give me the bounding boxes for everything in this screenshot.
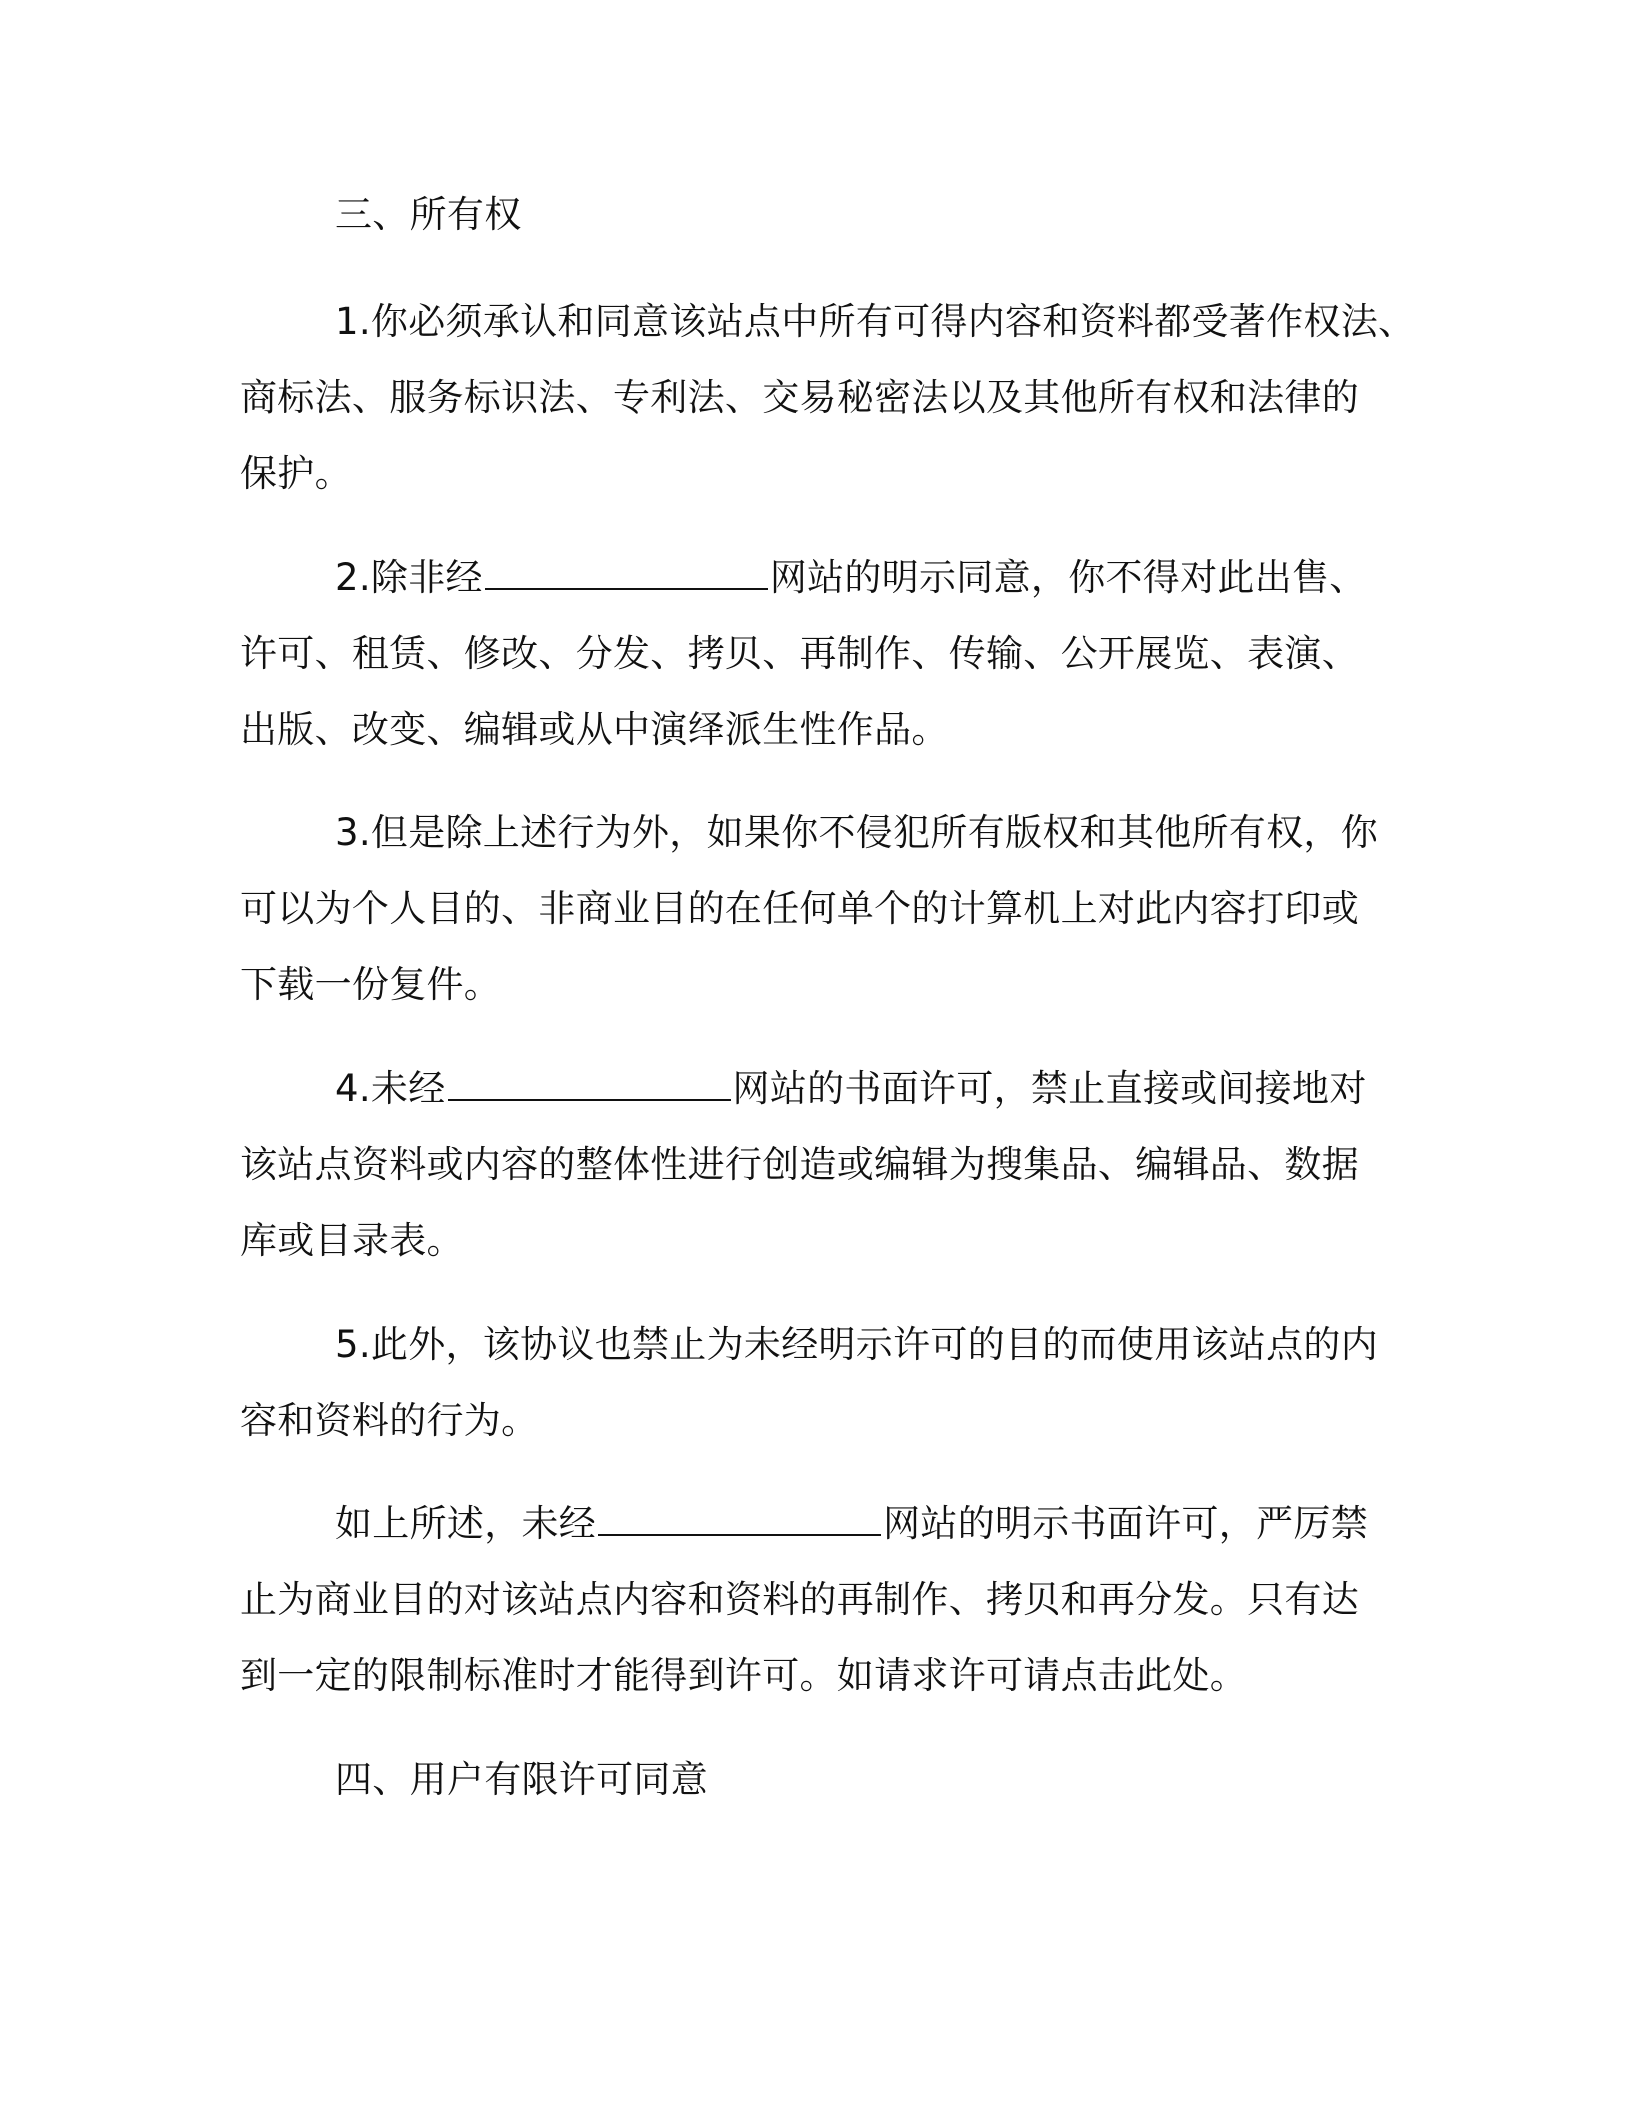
paragraph-line: 商标法、服务标识法、专利法、交易秘密法以及其他所有权和法律的 <box>240 376 1359 419</box>
paragraph-line: 下载一份复件。 <box>240 963 502 1006</box>
paragraph-line: 到一定的限制标准时才能得到许可。如请求许可请点击此处。 <box>240 1654 1248 1697</box>
paragraph-line: 许可、租赁、修改、分发、拷贝、再制作、传输、公开展览、表演、 <box>240 632 1359 675</box>
paragraph-line: 保护。 <box>240 452 352 495</box>
paragraph-line: 1.你必须承认和同意该站点中所有可得内容和资料都受著作权法、 <box>335 300 1416 343</box>
paragraph-text: 网站的明示书面许可，严厉禁 <box>883 1502 1369 1545</box>
fill-in-blank <box>598 1504 881 1536</box>
paragraph-line: 该站点资料或内容的整体性进行创造或编辑为搜集品、编辑品、数据 <box>240 1143 1359 1186</box>
paragraph-line: 容和资料的行为。 <box>240 1399 539 1442</box>
paragraph-text: 如上所述，未经 <box>335 1502 597 1545</box>
paragraph-text: 4.未经 <box>335 1067 446 1110</box>
paragraph-line <box>335 1064 1367 1114</box>
paragraph-line: 3.但是除上述行为外，如果你不侵犯所有版权和其他所有权，你 <box>335 811 1378 854</box>
paragraph-text: 2.除非经 <box>335 556 483 599</box>
fill-in-blank <box>485 558 768 590</box>
paragraph-text: 网站的书面许可，禁止直接或间接地对 <box>732 1067 1367 1110</box>
section-heading-ownership: 三、所有权 <box>335 193 522 236</box>
paragraph-line <box>335 553 1367 603</box>
paragraph-line: 可以为个人目的、非商业目的在任何单个的计算机上对此内容打印或 <box>240 887 1359 930</box>
paragraph-line: 出版、改变、编辑或从中演绎派生性作品。 <box>240 708 949 751</box>
paragraph-line: 库或目录表。 <box>240 1219 464 1262</box>
paragraph-line: 5.此外，该协议也禁止为未经明示许可的目的而使用该站点的内 <box>335 1323 1378 1366</box>
paragraph-text: 网站的明示同意，你不得对此出售、 <box>769 556 1367 599</box>
paragraph-line <box>335 1499 1368 1549</box>
section-heading-license: 四、用户有限许可同意 <box>335 1758 708 1801</box>
paragraph-line: 止为商业目的对该站点内容和资料的再制作、拷贝和再分发。只有达 <box>240 1578 1359 1621</box>
fill-in-blank <box>448 1069 731 1101</box>
